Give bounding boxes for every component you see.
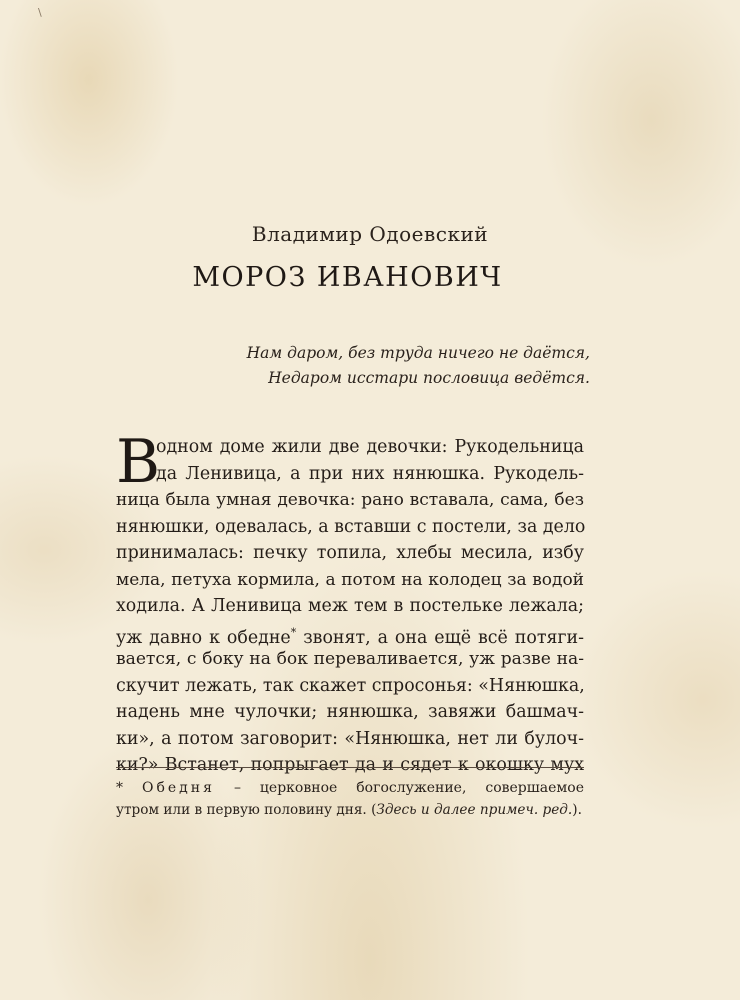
- footnote-open-paren: (: [366, 802, 377, 818]
- footnote-reference: *: [290, 625, 297, 639]
- body-line-3: ница была умная девочка: рано вставала, сама, без: [116, 490, 584, 510]
- epigraph-line-1: Нам даром, без труда ничего не даётся,: [246, 344, 590, 362]
- epigraph-line-2: Недаром исстари пословица ведётся.: [268, 369, 590, 387]
- author-name: Владимир Одоевский: [251, 222, 489, 246]
- footnote-definition-1: – церковное богослужение, совершаемое: [233, 780, 585, 796]
- footnote-term: Обедня: [141, 780, 215, 796]
- epigraph: [247, 341, 590, 391]
- body-line-9: вается, с боку на бок переваливается, уж разве на-: [116, 649, 584, 669]
- body-line-2: да Ленивица, а при них нянюшка. Рукодель-: [156, 463, 584, 484]
- footnote-line-1: [116, 777, 584, 799]
- body-line-12: ки», а потом заговорит: «Нянюшка, нет ли булоч-: [116, 728, 584, 749]
- body-line-8-end: звонят, а она ещё всё потяги-: [303, 627, 585, 648]
- body-line-5: принималась: печку топила, хлебы месила, избу: [116, 543, 584, 563]
- body-line-10: скучит лежать, так скажет спросонья: «Нянюшка,: [116, 675, 585, 696]
- footnote-editor-note: Здесь и далее примеч. ред.: [376, 802, 573, 818]
- story-body: [116, 427, 586, 779]
- body-line-8: [116, 620, 584, 647]
- footnote-close-paren: ).: [572, 802, 582, 818]
- body-line-4: нянюшки, одевалась, а вставши с постели, за дело: [116, 516, 586, 537]
- corner-mark: \: [38, 6, 42, 19]
- footnote-definition-2: утром или в первую половину дня.: [116, 802, 367, 818]
- body-line-6: мела, петуха кормила, а потом на колодец за водой: [116, 569, 584, 590]
- footnote-line-2: [116, 799, 584, 821]
- drop-cap: В: [116, 427, 161, 497]
- footnote-marker: *: [116, 780, 123, 796]
- body-line-13: ки?» Встанет, попрыгает да и сядет к окошку мух: [116, 755, 584, 775]
- footnote: [116, 777, 584, 821]
- story-title: МОРОЗ ИВАНОВИЧ: [192, 262, 503, 293]
- body-line-7: ходила. А Ленивица меж тем в постельке лежала;: [116, 596, 584, 616]
- body-line-11: надень мне чулочки; нянюшка, завяжи башмач-: [116, 702, 584, 722]
- body-line-1: одном доме жили две девочки: Рукодельница: [156, 437, 584, 457]
- body-line-8-start: уж давно к обедне: [116, 627, 291, 648]
- footnote-divider: [116, 767, 584, 768]
